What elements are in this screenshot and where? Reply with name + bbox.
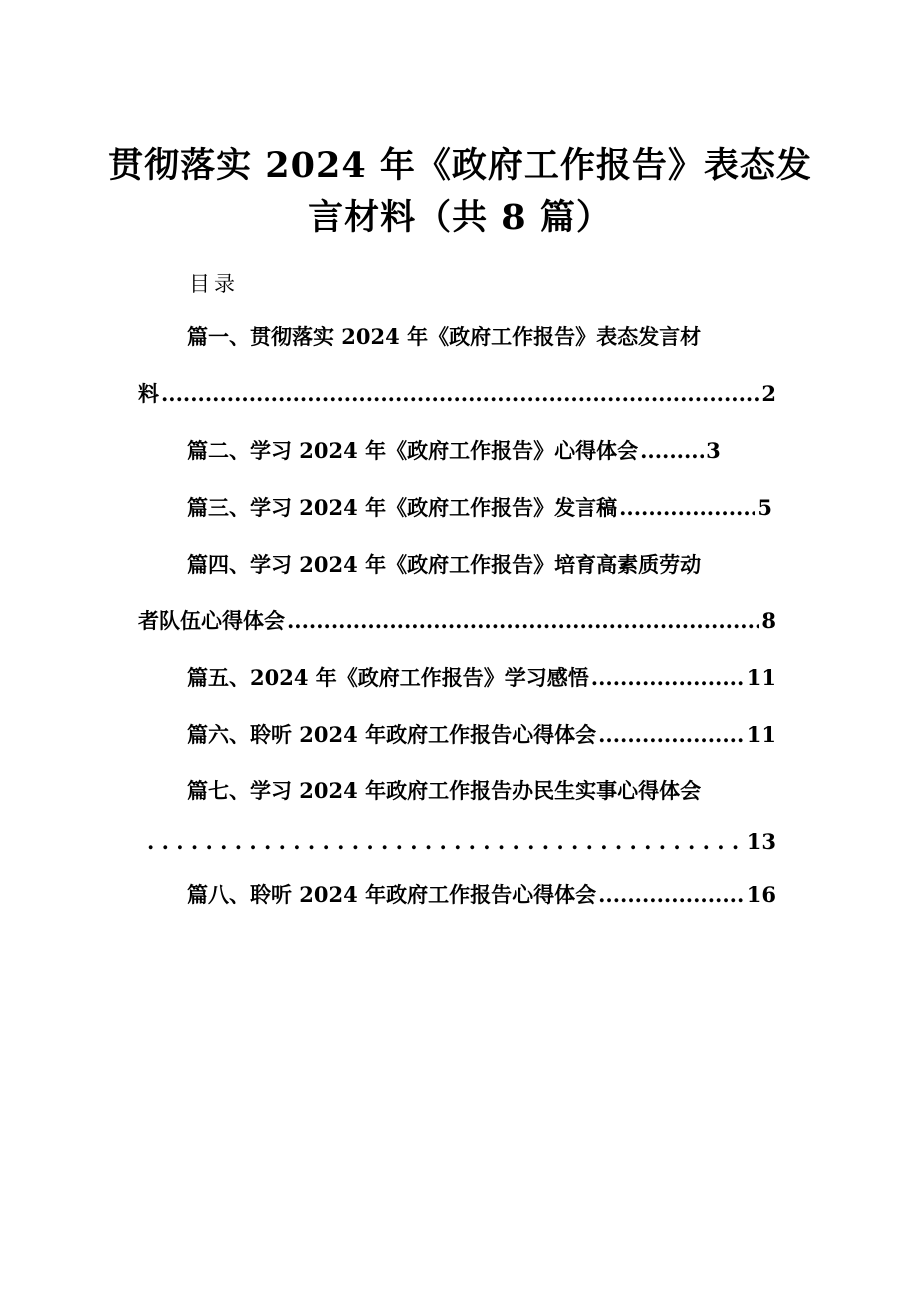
toc-leader-dots: [619, 493, 755, 523]
toc-entry-8[interactable]: [187, 880, 776, 910]
toc-entry-7-page: 13: [746, 829, 776, 854]
toc-entry-1-line-1[interactable]: 篇一、贯彻落实 2024 年《政府工作报告》表态发言材: [187, 324, 702, 349]
toc-entry-8-text: 篇八、聆听 2024 年政府工作报告心得体会: [187, 882, 597, 907]
toc-entry-8-page: 16: [746, 882, 776, 907]
toc-entry-6-page: 11: [746, 722, 776, 747]
toc-entry-4-line-1[interactable]: 篇四、学习 2024 年《政府工作报告》培育高素质劳动: [187, 552, 702, 577]
toc-leader-dots: [640, 436, 704, 466]
toc-entry-7-line-1[interactable]: 篇七、学习 2024 年政府工作报告办民生实事心得体会: [187, 778, 702, 803]
toc-entry-1-page: 2: [761, 381, 776, 406]
toc-entry-1-text-tail: 料: [138, 381, 159, 406]
toc-entry-2-page: 3: [706, 438, 721, 463]
toc-leader-dots: [591, 663, 745, 693]
toc-entry-5[interactable]: [187, 663, 776, 693]
toc-leader-dots: [147, 827, 745, 857]
toc-entry-3-text: 篇三、学习 2024 年《政府工作报告》发言稿: [187, 495, 618, 520]
toc-leader-dots: [287, 606, 759, 636]
toc-leader-dots: [161, 379, 759, 409]
toc-entry-3-page: 5: [757, 495, 772, 520]
toc-entry-1-line-2[interactable]: [138, 379, 776, 409]
toc-entry-2[interactable]: [187, 436, 721, 466]
toc-entry-5-page: 11: [746, 665, 776, 690]
toc-entry-3[interactable]: [187, 493, 772, 523]
toc-entry-6-text: 篇六、聆听 2024 年政府工作报告心得体会: [187, 722, 597, 747]
toc-entry-4-page: 8: [761, 608, 776, 633]
toc-entry-4-text-tail: 者队伍心得体会: [138, 608, 285, 633]
toc-entry-6[interactable]: [187, 720, 776, 750]
toc-entry-4-line-2[interactable]: [138, 606, 776, 636]
document-title-line-2: 言材料（共 8 篇）: [308, 197, 612, 238]
toc-leader-dots: [598, 720, 745, 750]
toc-entry-2-text: 篇二、学习 2024 年《政府工作报告》心得体会: [187, 438, 639, 463]
toc-entry-5-text: 篇五、2024 年《政府工作报告》学习感悟: [187, 665, 589, 690]
document-title-line-1: 贯彻落实 2024 年《政府工作报告》表态发: [108, 145, 812, 186]
toc-leader-dots: [598, 880, 745, 910]
toc-heading: 目录: [189, 272, 239, 296]
toc-entry-7-line-2[interactable]: [145, 827, 776, 857]
